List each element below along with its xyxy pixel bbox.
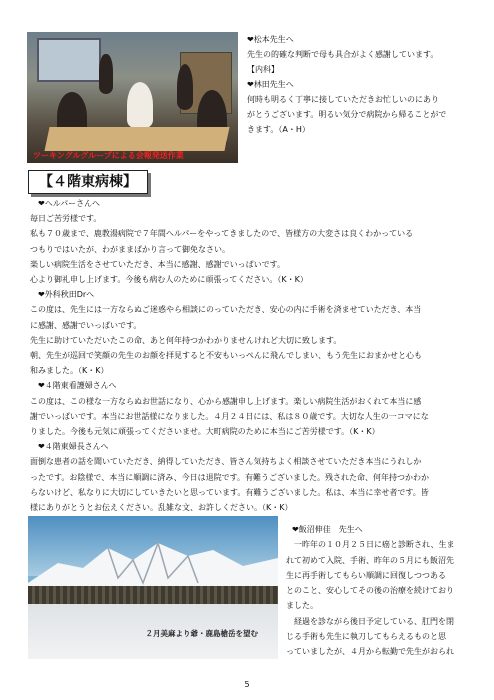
photo-packing-work: [27, 32, 238, 163]
body-line: 楽しい病院生活をさせていただき、本当に感謝、感謝でいっぱいです。: [30, 259, 286, 269]
photo-mountain-range: [28, 538, 278, 593]
bottom-right-line: 経過を診ながら後日予定している、肛門を閉: [294, 616, 454, 626]
page-number: 5: [244, 680, 250, 689]
body-line: ❤外科秋田Drへ: [38, 290, 95, 300]
right-column-text: [247, 32, 477, 137]
body-line: ❤ヘルパーさんへ: [38, 199, 100, 208]
body-line: 先生に助けていただいたこの命、あと何年持つかわかりませんけれど大切に致します。: [30, 335, 342, 345]
photo-mountains: [28, 516, 278, 659]
right-line: 何時も明るく丁寧に接していただきお忙しいのにあり: [247, 95, 439, 104]
bottom-right-line: じる手術も先生に執刀してもらえるものと思: [286, 632, 446, 642]
body-line: 謝でいっぱいです。本当にお世話様になりました。４月２４日には、私は８０歳です。大切な人生の一コマにな: [30, 411, 429, 421]
bottom-right-line: 生に再手術してもらい順調に回復しつつある: [286, 570, 446, 580]
right-line: ❤林田先生へ: [247, 80, 294, 89]
photo-window: [37, 38, 101, 82]
body-line: 毎日ご苦労様です。: [30, 214, 102, 224]
photo-top-caption: ツーキングルグループによる会報発送作業: [33, 151, 184, 160]
body-line: ❤４階東婦長さんへ: [38, 442, 109, 452]
bottom-right-line: 一昨年の１０月２５日に癌と診断され、生ま: [294, 540, 455, 550]
body-line: らないけど、私なりに大切にしていきたいと思っています。有難うございました。私は、本当に幸せ者です。皆: [30, 487, 429, 497]
right-line: きます。（A・H）: [247, 125, 310, 134]
photo-forest: [28, 586, 278, 606]
body-line: ったです。お陰様で、本当に順調に済み、今日は退院です。有難うございました。残された命、何年持つかわか: [30, 472, 430, 482]
bottom-right-line: れて初めて入院、手術、昨年の５月にも飯沼先: [286, 555, 454, 565]
body-line: 心より御礼申し上げます。今後も病む人のために頑張ってください。（K・K）: [30, 275, 308, 285]
body-line: 面倒な患者の話を聞いていただき、納得していただき、皆さん気持ちよく相談させていただき本当にうれしか: [30, 457, 422, 467]
bottom-right-text: [286, 522, 476, 660]
photo-person: [177, 64, 193, 110]
body-line: に感謝、感謝でいっぱいです。: [30, 320, 142, 330]
body-line: 様にありがとうとお伝えください。乱雑な文、お許しください。（K・K）: [30, 503, 293, 513]
body-line: この度は、この様な一方ならぬお世話になり、心から感謝申し上げます。楽しい病院生活がおくれて本当に感: [30, 396, 422, 406]
body-line: つもりではいたが、わがままばかり言って御免なさい。: [30, 244, 230, 254]
body-line: 私も７０歳まで、鹿教湯病院で７年間ヘルパーをやってきましたので、皆様方の大変さは良くわかっている: [30, 229, 414, 239]
photo-person: [99, 54, 113, 94]
section-heading: 【４階東病棟】: [28, 170, 148, 194]
body-line: この度は、先生には一方ならぬご迷惑やら相談にのっていただき、安心の内に手術を済ませていただき、本当: [30, 305, 422, 315]
photo-table: [44, 127, 229, 151]
right-line: ❤松本先生へ: [247, 35, 294, 44]
bottom-right-line: ました。: [286, 601, 318, 611]
body-line: 和みました。（K・K）: [30, 366, 109, 376]
bottom-right-line: ❤飯沼伸佳 先生へ: [292, 525, 363, 534]
body-line: りました。今後も元気に頑張ってくださいませ。大町病院のために本当にご苦労様です。（K・K）: [30, 427, 380, 437]
body-line: ❤４階東看護婦さんへ: [38, 381, 117, 391]
body-text: [30, 196, 470, 515]
photo-bottom-caption: ２月美麻より爺・鹿島槍岳を望む: [145, 629, 258, 638]
bottom-right-line: とのこと、安心してその後の治療を続けており: [286, 586, 454, 596]
photo-person: [127, 82, 153, 128]
right-line: がとうございます。明るい気分で病院から帰ることがで: [247, 110, 447, 119]
right-line: 【内科】: [247, 65, 279, 74]
bottom-right-line: っていましたが、４月から転勤で先生がおられ: [286, 647, 454, 657]
right-line: 先生の的確な判断で母も具合がよく感謝しています。: [247, 50, 439, 59]
body-line: 朝、先生が巡回で笑顔の先生のお顔を拝見すると不安もいっぺんに飛んでしまい、もう先生におまかせと心も: [30, 351, 422, 361]
